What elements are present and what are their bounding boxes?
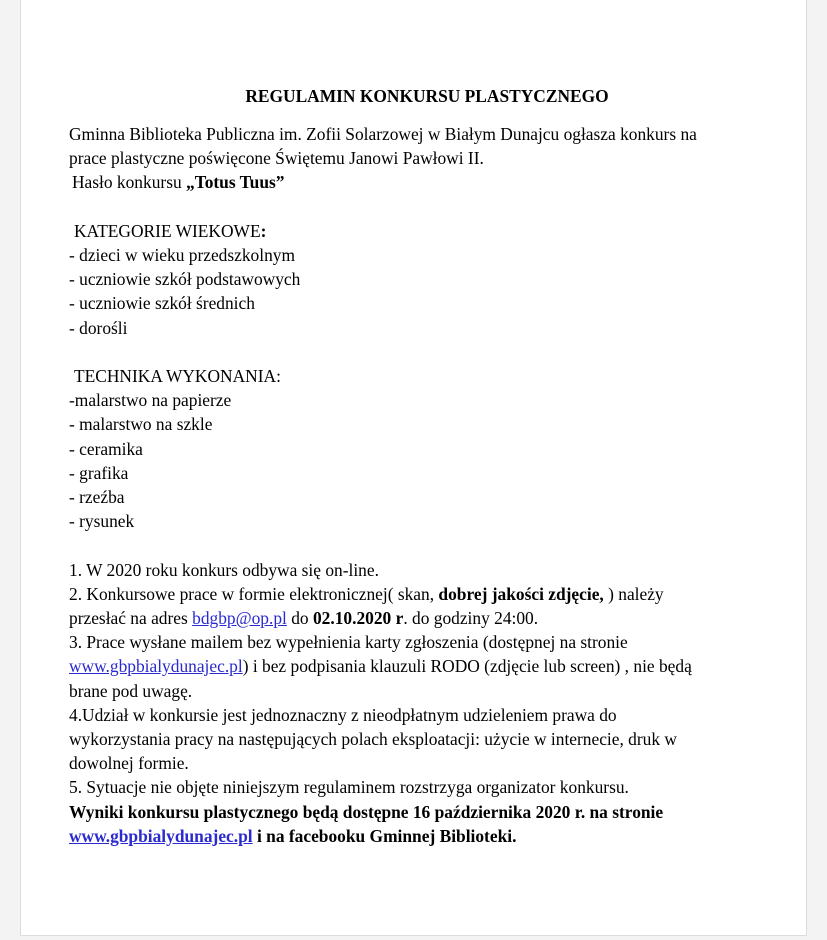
results-line-1: Wyniki konkursu plastycznego będą dostępne 16 października 2020 r. na stronie — [69, 801, 664, 822]
results-facebook-text: i na facebooku Gminnej Biblioteki. — [252, 825, 517, 846]
rule-3-line-2 — [69, 654, 785, 678]
list-item: - ceramika — [69, 438, 143, 459]
age-categories-heading — [69, 219, 785, 243]
rule-3-text: ) i bez podpisania klauzuli RODO (zdjęcie lub screen) , nie będą — [242, 656, 692, 677]
document-title: REGULAMIN KONKURSU PLASTYCZNEGO — [245, 86, 609, 106]
rule-2-address-label: przesłać na adres — [69, 608, 193, 629]
rule-4-line-1: 4.Udział w konkursie jest jednoznaczny z nieodpłatnym udzieleniem prawa do — [69, 704, 617, 725]
rule-2-line-1 — [69, 582, 785, 606]
intro-line-1: Gminna Biblioteka Publiczna im. Zofii Solarzowej w Białym Dunajcu ogłasza konkurs na — [69, 124, 697, 144]
results-line-2 — [69, 824, 785, 848]
deadline-date: 02.10.2020 r — [312, 608, 404, 629]
rule-2-line-2 — [69, 606, 785, 630]
rule-3-line-1: 3. Prace wysłane mailem bez wypełnienia karty zgłoszenia (dostępnej na stronie — [69, 632, 628, 653]
rule-2-text: 2. Konkursowe prace w formie elektronicznej( skan, — [69, 583, 439, 604]
list-item: - rzeźba — [69, 487, 125, 508]
age-categories-list — [69, 243, 785, 340]
list-item: - malarstwo na szkle — [69, 414, 213, 435]
list-item: -malarstwo na papierze — [69, 390, 232, 411]
rule-5: 5. Sytuacje nie objęte niniejszym regulaminem rozstrzyga organizator konkursu. — [69, 777, 629, 798]
website-link[interactable]: www.gbpbialydunajec.pl — [69, 656, 243, 677]
results-website-link[interactable]: www.gbpbialydunajec.pl — [69, 825, 253, 846]
list-item: - grafika — [69, 462, 129, 483]
rule-3-line-3: brane pod uwagę. — [69, 680, 193, 701]
spacer — [69, 533, 785, 557]
spacer — [69, 195, 785, 219]
contest-motto — [69, 170, 785, 194]
email-link[interactable]: bdgbp@op.pl — [192, 608, 287, 629]
technique-heading: TECHNIKA WYKONANIA: — [74, 366, 281, 386]
list-item: - rysunek — [69, 511, 135, 532]
rule-2-text-end: ) należy — [603, 583, 664, 604]
spacer — [69, 340, 785, 364]
list-item: - dzieci w wieku przedszkolnym — [69, 245, 296, 265]
motto-prefix: Hasło konkursu — [72, 172, 186, 193]
list-item: - uczniowie szkół średnich — [69, 293, 255, 314]
document-page — [20, 0, 807, 936]
rule-4-line-3: dowolnej formie. — [69, 753, 189, 774]
rule-2-do: do — [286, 608, 313, 629]
list-item: - uczniowie szkół podstawowych — [69, 269, 301, 290]
rule-2-bold: dobrej jakości zdjęcie, — [438, 583, 604, 604]
intro-line-2: prace plastyczne poświęcone Świętemu Janowi Pawłowi II. — [69, 148, 484, 169]
document-body — [69, 84, 785, 848]
age-heading-colon: : — [260, 220, 267, 241]
rule-1: 1. W 2020 roku konkurs odbywa się on-line. — [69, 559, 379, 580]
list-item: - dorośli — [69, 317, 128, 338]
technique-list — [69, 388, 785, 533]
age-heading-text: KATEGORIE WIEKOWE — [74, 220, 261, 241]
rule-4-line-2: wykorzystania pracy na następujących polach eksploatacji: użycie w internecie, druk w — [69, 729, 677, 750]
rule-2-time: . do godziny 24:00. — [403, 608, 539, 629]
motto-name: „Totus Tuus” — [186, 172, 285, 193]
